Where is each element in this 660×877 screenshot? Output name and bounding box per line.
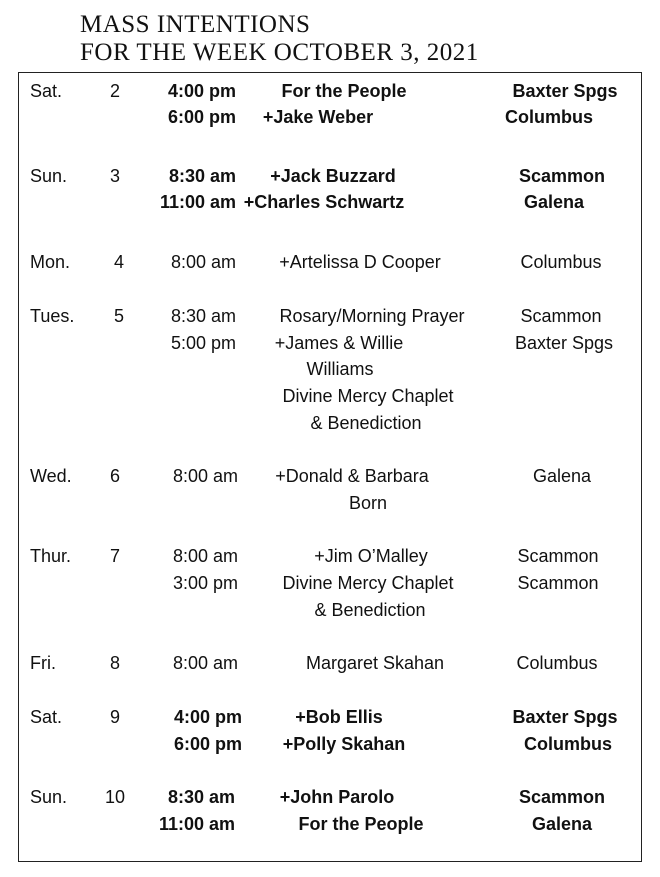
time-cell: 11:00 am: [159, 192, 236, 212]
day-cell: Wed.: [30, 466, 72, 486]
intention-cell: +James & Willie: [274, 333, 404, 353]
location-cell: Scammon: [517, 573, 599, 593]
date-cell: 4: [113, 252, 124, 272]
time-cell: 4:00 pm: [173, 707, 242, 727]
day-cell: Fri.: [30, 653, 56, 673]
intention-cell: Williams: [306, 359, 374, 379]
intention-cell: Born: [348, 493, 388, 513]
intention-cell: Divine Mercy Chaplet: [282, 386, 454, 406]
intention-cell: For the People: [281, 81, 407, 101]
date-cell: 8: [109, 653, 120, 673]
location-cell: Galena: [532, 466, 592, 486]
page-subtitle: FOR THE WEEK OCTOBER 3, 2021: [80, 39, 479, 66]
intention-cell: +Jake Weber: [262, 107, 374, 127]
time-cell: 8:00 am: [172, 466, 238, 486]
day-cell: Mon.: [30, 252, 71, 272]
location-cell: Columbus: [520, 252, 602, 272]
location-cell: Columbus: [524, 734, 612, 754]
intention-cell: +Artelissa D Cooper: [279, 252, 441, 272]
time-cell: 8:30 am: [170, 306, 236, 326]
intention-cell: +Charles Schwartz: [243, 192, 405, 212]
location-cell: Baxter Spgs: [512, 81, 618, 101]
location-cell: Scammon: [518, 166, 606, 186]
location-cell: Baxter Spgs: [514, 333, 614, 353]
date-cell: 6: [109, 466, 120, 486]
date-cell: 2: [109, 81, 120, 101]
location-cell: Baxter Spgs: [512, 707, 618, 727]
day-cell: Tues.: [30, 306, 75, 326]
intention-cell: Divine Mercy Chaplet: [282, 573, 454, 593]
day-cell: Sat.: [30, 81, 63, 101]
time-cell: 3:00 pm: [172, 573, 238, 593]
time-cell: 8:00 am: [170, 252, 236, 272]
intention-cell: +Jim O’Malley: [314, 546, 428, 566]
time-cell: 8:30 am: [168, 166, 236, 186]
intention-cell: & Benediction: [310, 413, 422, 433]
date-cell: 10: [104, 787, 126, 807]
time-cell: 5:00 pm: [170, 333, 236, 353]
intention-cell: +Polly Skahan: [282, 734, 406, 754]
intention-cell: For the People: [298, 814, 424, 834]
time-cell: 11:00 am: [158, 814, 235, 834]
intention-cell: +John Parolo: [279, 787, 395, 807]
date-cell: 9: [109, 707, 120, 727]
intention-cell: +Donald & Barbara: [275, 466, 429, 486]
time-cell: 6:00 pm: [173, 734, 242, 754]
date-cell: 7: [109, 546, 120, 566]
day-cell: Sat.: [30, 707, 63, 727]
intention-cell: Rosary/Morning Prayer: [279, 306, 465, 326]
location-cell: Columbus: [505, 107, 593, 127]
time-cell: 4:00 pm: [167, 81, 236, 101]
page-title: MASS INTENTIONS: [80, 11, 311, 38]
location-cell: Scammon: [518, 787, 606, 807]
intention-cell: & Benediction: [314, 600, 426, 620]
date-cell: 5: [113, 306, 124, 326]
time-cell: 8:00 am: [172, 653, 238, 673]
location-cell: Galena: [531, 814, 593, 834]
day-cell: Sun.: [30, 787, 68, 807]
intention-cell: +Bob Ellis: [295, 707, 383, 727]
time-cell: 6:00 pm: [167, 107, 236, 127]
date-cell: 3: [109, 166, 120, 186]
intention-cell: Margaret Skahan: [305, 653, 445, 673]
time-cell: 8:00 am: [172, 546, 238, 566]
location-cell: Scammon: [520, 306, 602, 326]
location-cell: Columbus: [516, 653, 598, 673]
intention-cell: +Jack Buzzard: [270, 166, 396, 186]
location-cell: Scammon: [517, 546, 599, 566]
day-cell: Sun.: [30, 166, 68, 186]
location-cell: Galena: [523, 192, 585, 212]
time-cell: 8:30 am: [167, 787, 235, 807]
day-cell: Thur.: [30, 546, 72, 566]
